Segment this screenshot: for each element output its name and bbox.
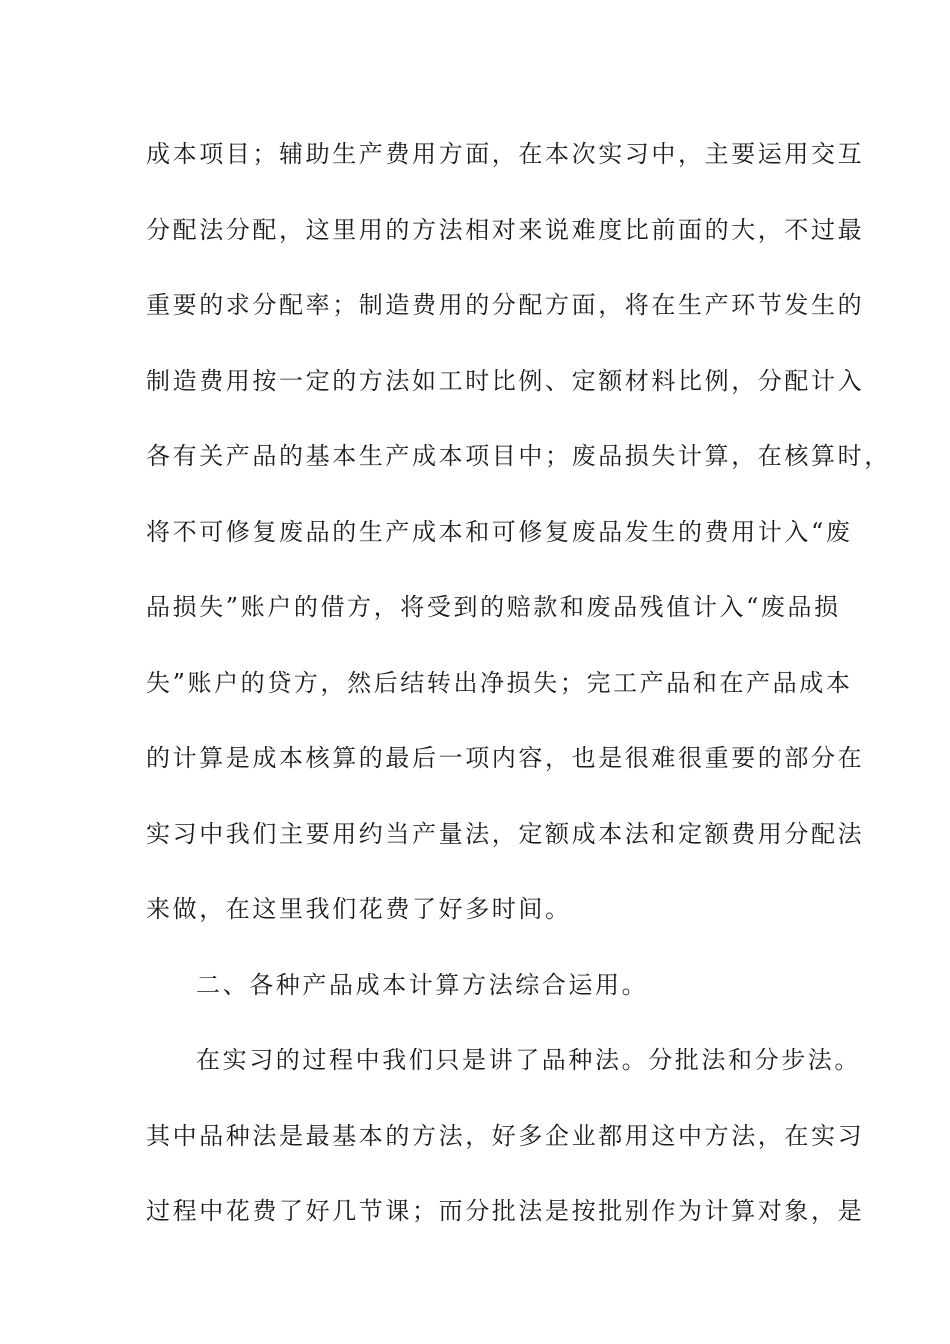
text-line: 重要的求分配率；制造费用的分配方面，将在生产环节发生的 — [146, 291, 865, 319]
text-line: 制造费用按一定的方法如工时比例、定额材料比例，分配计入 — [146, 366, 865, 395]
text-line: 成本项目；辅助生产费用方面，在本次实习中，主要运用交互 — [146, 140, 865, 168]
text-line: 实习中我们主要用约当产量法，定额成本法和定额费用分配法 — [146, 819, 865, 848]
text-line: 过程中花费了好几节课；而分批法是按批别作为计算对象，是 — [146, 1197, 865, 1225]
body-text — [146, 132, 891, 1265]
text-line: 失”账户的贷方，然后结转出净损失；完工产品和在产品成本 — [146, 668, 853, 697]
text-line: 各有关产品的基本生产成本项目中；废品损失计算，在核算时， — [146, 442, 891, 470]
text-line: 品损失”账户的借方，将受到的赔款和废品残值计入“废品损 — [146, 593, 841, 621]
text-line: 来做，在这里我们花费了好多时间。 — [146, 895, 572, 923]
text-line: 的计算是成本核算的最后一项内容，也是很难很重要的部分在 — [146, 744, 865, 772]
text-line: 将不可修复废品的生产成本和可修复废品发生的费用计入“废 — [146, 517, 853, 546]
paragraph-first-line: 在实习的过程中我们只是讲了品种法。分批法和分步法。 — [196, 1046, 861, 1074]
text-line: 其中品种法是最基本的方法，好多企业都用这中方法，在实习 — [146, 1121, 865, 1150]
text-line: 分配法分配，这里用的方法相对来说难度比前面的大，不过最 — [146, 215, 865, 244]
section-heading: 二、各种产品成本计算方法综合运用。 — [196, 970, 649, 999]
